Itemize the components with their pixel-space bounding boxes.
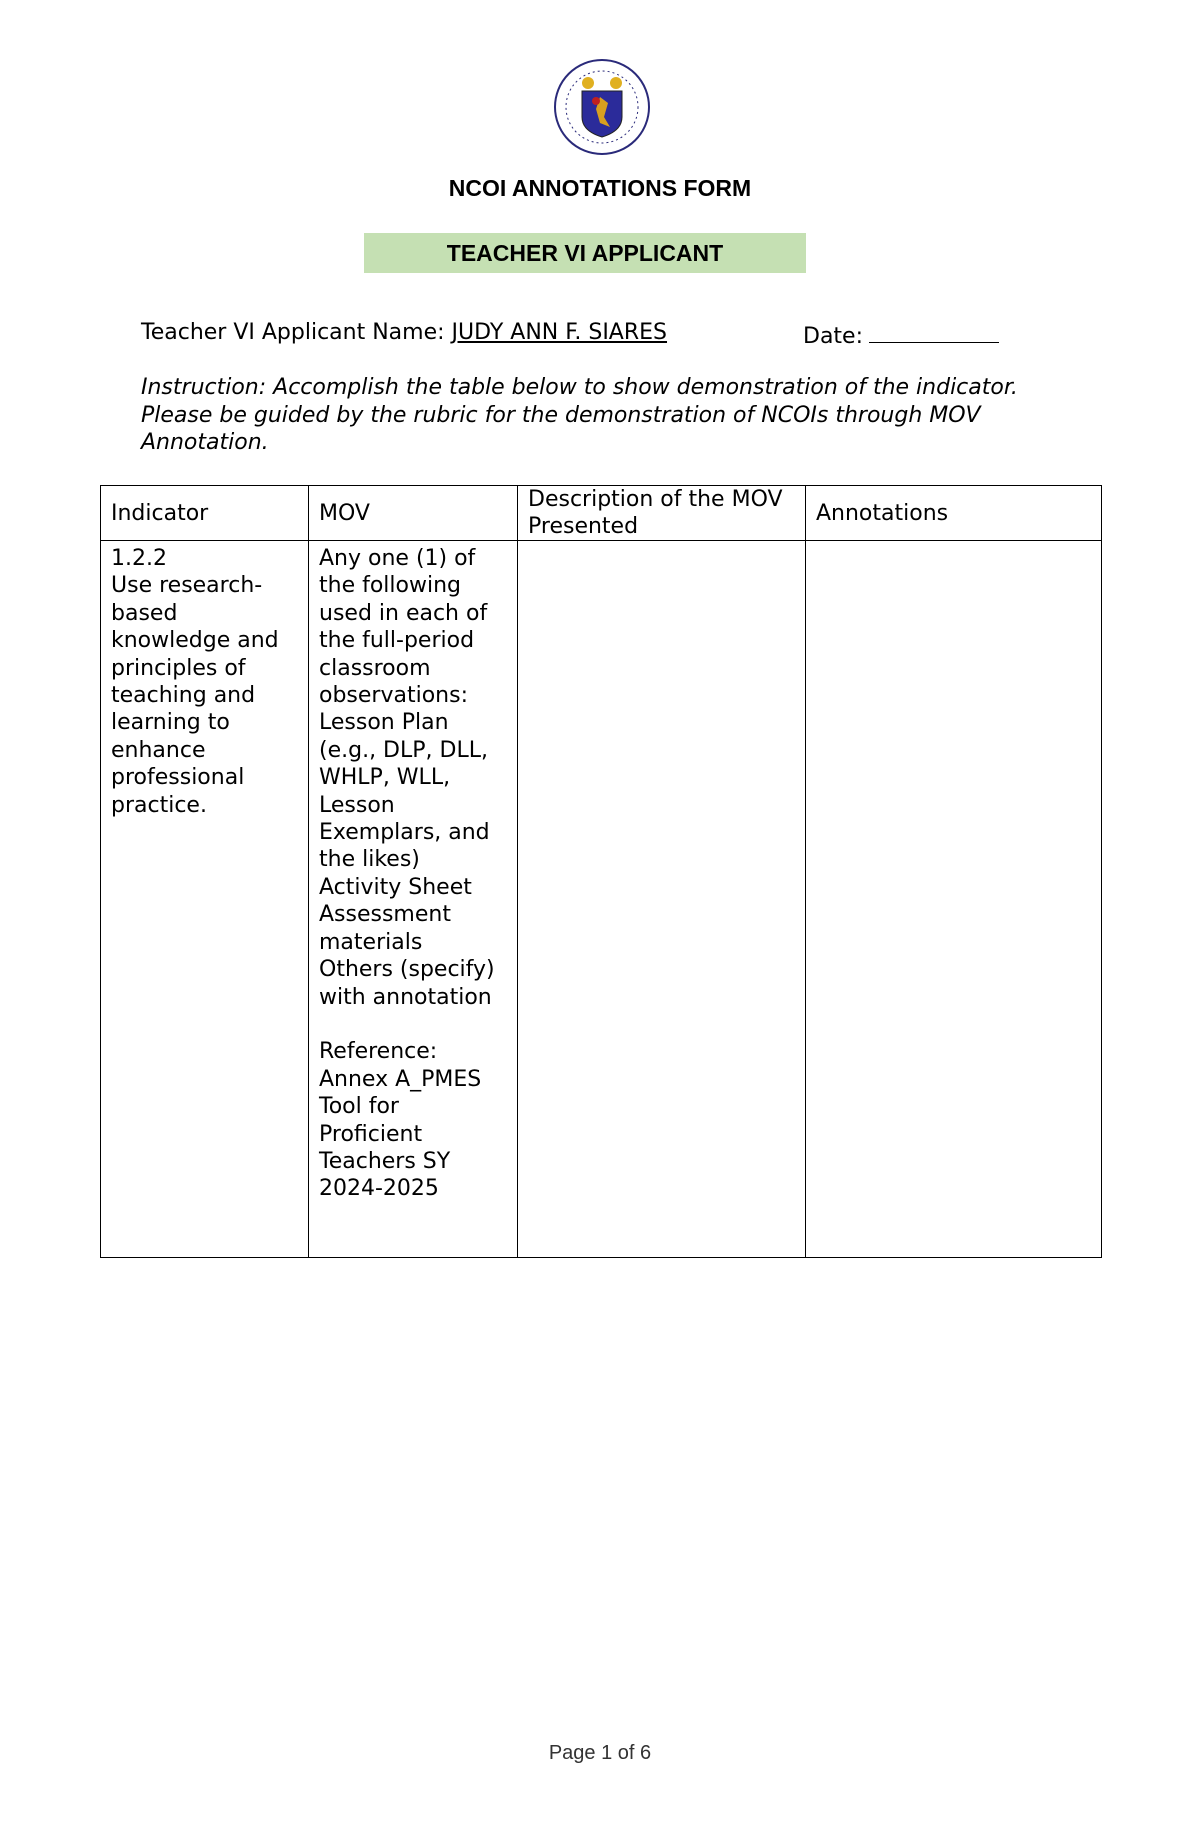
annotations-table	[100, 485, 1102, 1258]
header-description: Description of the MOV Presented	[518, 486, 806, 541]
applicant-name-line	[141, 320, 667, 345]
instruction-text: Instruction: Accomplish the table below to show demonstration of the indicator. Please be guided by the rubric for the demonstration of NCOIs through MOV Annotation.	[141, 375, 1018, 455]
applicant-name-label: Teacher VI Applicant Name:	[141, 320, 445, 345]
table-row	[101, 541, 1102, 1258]
mov-cell: Any one (1) of the following used in each of the full-period classroom observations: Lesson Plan (e.g., DLP, DLL, WHLP, WLL, Lesson Exemplars, and the likes) Activity Sheet Assessment materials Others (specify) with annotation Reference: Annex A_PMES Tool for Proficient Teachers SY 2024-2025	[309, 541, 518, 1258]
applicant-banner: TEACHER VI APPLICANT	[364, 233, 806, 273]
date-field[interactable]	[869, 320, 999, 343]
date-label: Date:	[803, 324, 863, 349]
header-mov: MOV	[309, 486, 518, 541]
annotations-cell[interactable]	[806, 541, 1102, 1258]
description-cell[interactable]	[518, 541, 806, 1258]
deped-seal-logo	[552, 57, 652, 157]
header-indicator: Indicator	[101, 486, 309, 541]
page-number: Page 1 of 6	[548, 1742, 652, 1764]
header-annotations: Annotations	[806, 486, 1102, 541]
indicator-cell: 1.2.2 Use research-based knowledge and principles of teaching and learning to enhance professional practice.	[101, 541, 309, 1258]
form-title: NCOI ANNOTATIONS FORM	[448, 175, 752, 201]
applicant-name-value: JUDY ANN F. SIARES	[451, 320, 668, 345]
date-line	[803, 320, 999, 349]
table-header-row	[101, 486, 1102, 541]
